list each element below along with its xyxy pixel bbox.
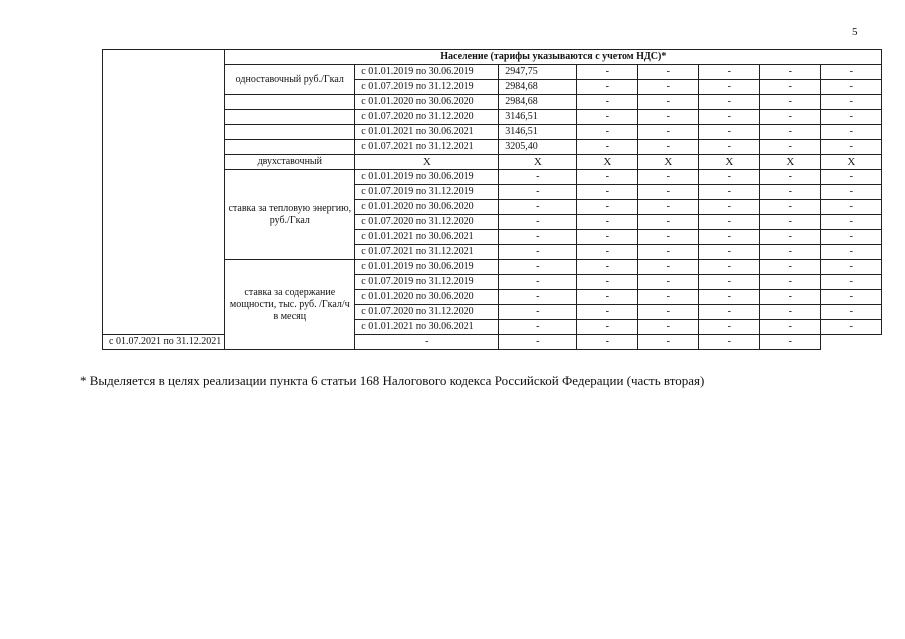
dash-cell: - (821, 140, 882, 155)
table-body (103, 50, 882, 350)
empty-label-cell (225, 110, 355, 125)
dash-cell: - (699, 320, 760, 335)
dash-cell: - (699, 260, 760, 275)
dash-cell: - (577, 230, 638, 245)
period-cell: с 01.07.2021 по 31.12.2021 (355, 140, 499, 155)
x-mark-cell: X (355, 155, 499, 170)
dash-cell: - (638, 110, 699, 125)
dash-cell: - (760, 320, 821, 335)
dash-cell: - (577, 80, 638, 95)
blank-column-cell (103, 50, 225, 335)
dash-cell: - (699, 170, 760, 185)
dash-cell: - (577, 95, 638, 110)
dash-cell: - (699, 185, 760, 200)
dash-cell: - (821, 305, 882, 320)
period-cell: с 01.07.2020 по 31.12.2020 (355, 215, 499, 230)
dash-cell: - (821, 185, 882, 200)
dash-cell: - (760, 290, 821, 305)
table-row (103, 50, 882, 65)
x-mark-cell: X (760, 155, 821, 170)
tariff-value-cell: 2984,68 (499, 95, 577, 110)
dash-cell: - (577, 215, 638, 230)
dash-cell: - (499, 230, 577, 245)
dash-cell: - (577, 245, 638, 260)
dash-cell: - (577, 140, 638, 155)
dash-cell: - (821, 260, 882, 275)
dash-cell: - (760, 260, 821, 275)
x-mark-cell: X (499, 155, 577, 170)
dash-cell: - (821, 290, 882, 305)
dash-cell: - (699, 230, 760, 245)
dash-cell: - (821, 125, 882, 140)
dash-cell: - (638, 95, 699, 110)
dash-cell: - (577, 200, 638, 215)
period-cell: с 01.01.2020 по 30.06.2020 (355, 95, 499, 110)
dash-cell: - (699, 65, 760, 80)
dash-cell: - (760, 140, 821, 155)
x-mark-cell: X (577, 155, 638, 170)
x-mark-cell: X (699, 155, 760, 170)
period-cell: с 01.01.2019 по 30.06.2019 (355, 170, 499, 185)
dash-cell: - (577, 110, 638, 125)
dash-cell: - (699, 275, 760, 290)
tariff-value-cell: 3146,51 (499, 125, 577, 140)
dash-cell: - (760, 305, 821, 320)
dash-cell: - (760, 335, 821, 350)
period-cell: с 01.07.2020 по 31.12.2020 (355, 110, 499, 125)
footnote: * Выделяется в целях реализации пункта 6 статьи 168 Налогового кодекса Российской Федерации (часть вторая) (80, 373, 705, 388)
dash-cell: - (821, 65, 882, 80)
dash-cell: - (699, 110, 760, 125)
dash-cell: - (638, 245, 699, 260)
dash-cell: - (638, 230, 699, 245)
dash-cell: - (821, 230, 882, 245)
empty-label-cell (225, 140, 355, 155)
period-cell: с 01.01.2021 по 30.06.2021 (355, 230, 499, 245)
period-cell: с 01.01.2021 по 30.06.2021 (355, 320, 499, 335)
period-cell: с 01.01.2021 по 30.06.2021 (355, 125, 499, 140)
dash-cell: - (760, 275, 821, 290)
dash-cell: - (699, 140, 760, 155)
dash-cell: - (577, 65, 638, 80)
dash-cell: - (638, 170, 699, 185)
dash-cell: - (577, 275, 638, 290)
dash-cell: - (499, 245, 577, 260)
dash-cell: - (821, 275, 882, 290)
period-cell: с 01.01.2019 по 30.06.2019 (355, 65, 499, 80)
heat-rate-label: ставка за тепловую энергию, руб./Гкал (225, 170, 355, 260)
dash-cell: - (638, 125, 699, 140)
dash-cell: - (760, 200, 821, 215)
period-cell: с 01.01.2019 по 30.06.2019 (355, 260, 499, 275)
dash-cell: - (638, 275, 699, 290)
dash-cell: - (499, 275, 577, 290)
dash-cell: - (638, 290, 699, 305)
dash-cell: - (699, 125, 760, 140)
table-row (103, 335, 882, 350)
x-mark-cell: X (638, 155, 699, 170)
period-cell: с 01.07.2020 по 31.12.2020 (355, 305, 499, 320)
dash-cell: - (577, 170, 638, 185)
dash-cell: - (355, 335, 499, 350)
dash-cell: - (699, 215, 760, 230)
dash-cell: - (577, 290, 638, 305)
dash-cell: - (699, 335, 760, 350)
dash-cell: - (577, 305, 638, 320)
dash-cell: - (760, 245, 821, 260)
tariff-value-cell: 2984,68 (499, 80, 577, 95)
dash-cell: - (638, 65, 699, 80)
dash-cell: - (499, 215, 577, 230)
dash-cell: - (499, 335, 577, 350)
tariff-value-cell: 3205,40 (499, 140, 577, 155)
dash-cell: - (699, 305, 760, 320)
dash-cell: - (699, 290, 760, 305)
dash-cell: - (499, 320, 577, 335)
dash-cell: - (499, 290, 577, 305)
x-mark-cell: X (821, 155, 882, 170)
dash-cell: - (821, 320, 882, 335)
empty-label-cell (225, 95, 355, 110)
dash-cell: - (638, 215, 699, 230)
period-cell: с 01.01.2020 по 30.06.2020 (355, 200, 499, 215)
dash-cell: - (577, 125, 638, 140)
dash-cell: - (821, 80, 882, 95)
dash-cell: - (760, 230, 821, 245)
dash-cell: - (760, 80, 821, 95)
dash-cell: - (638, 140, 699, 155)
period-cell: с 01.07.2021 по 31.12.2021 (355, 245, 499, 260)
capacity-rate-label: ставка за содержание мощности, тыс. руб. /Гкал/ч в месяц (225, 260, 355, 350)
dash-cell: - (577, 260, 638, 275)
dash-cell: - (699, 245, 760, 260)
dash-cell: - (821, 215, 882, 230)
dash-cell: - (821, 170, 882, 185)
dash-cell: - (760, 125, 821, 140)
dash-cell: - (821, 245, 882, 260)
dash-cell: - (821, 110, 882, 125)
dash-cell: - (638, 200, 699, 215)
page-number: 5 (852, 26, 858, 38)
dash-cell: - (499, 260, 577, 275)
dash-cell: - (821, 95, 882, 110)
tariff-value-cell: 2947,75 (499, 65, 577, 80)
dash-cell: - (760, 170, 821, 185)
dash-cell: - (499, 200, 577, 215)
dash-cell: - (499, 185, 577, 200)
period-cell: с 01.07.2019 по 31.12.2019 (355, 80, 499, 95)
dash-cell: - (821, 200, 882, 215)
dash-cell: - (638, 305, 699, 320)
dash-cell: - (499, 170, 577, 185)
period-cell: с 01.07.2019 по 31.12.2019 (355, 275, 499, 290)
dash-cell: - (760, 65, 821, 80)
dash-cell: - (760, 95, 821, 110)
dash-cell: - (699, 200, 760, 215)
dash-cell: - (760, 185, 821, 200)
dash-cell: - (699, 80, 760, 95)
section-header: Население (тарифы указываются с учетом НДС)* (225, 50, 882, 65)
empty-label-cell (225, 125, 355, 140)
dash-cell: - (699, 95, 760, 110)
dash-cell: - (638, 335, 699, 350)
period-cell: с 01.01.2020 по 30.06.2020 (355, 290, 499, 305)
period-cell: с 01.07.2021 по 31.12.2021 (103, 335, 225, 350)
tariff-table (102, 49, 882, 350)
dash-cell: - (499, 305, 577, 320)
dash-cell: - (577, 335, 638, 350)
period-cell: с 01.07.2019 по 31.12.2019 (355, 185, 499, 200)
dash-cell: - (760, 215, 821, 230)
dash-cell: - (638, 80, 699, 95)
tariff-value-cell: 3146,51 (499, 110, 577, 125)
two-rate-label: двухставочный (225, 155, 355, 170)
dash-cell: - (577, 320, 638, 335)
dash-cell: - (760, 110, 821, 125)
one-rate-label: одноставочный руб./Гкал (225, 65, 355, 95)
dash-cell: - (577, 185, 638, 200)
dash-cell: - (638, 260, 699, 275)
dash-cell: - (638, 320, 699, 335)
dash-cell: - (638, 185, 699, 200)
